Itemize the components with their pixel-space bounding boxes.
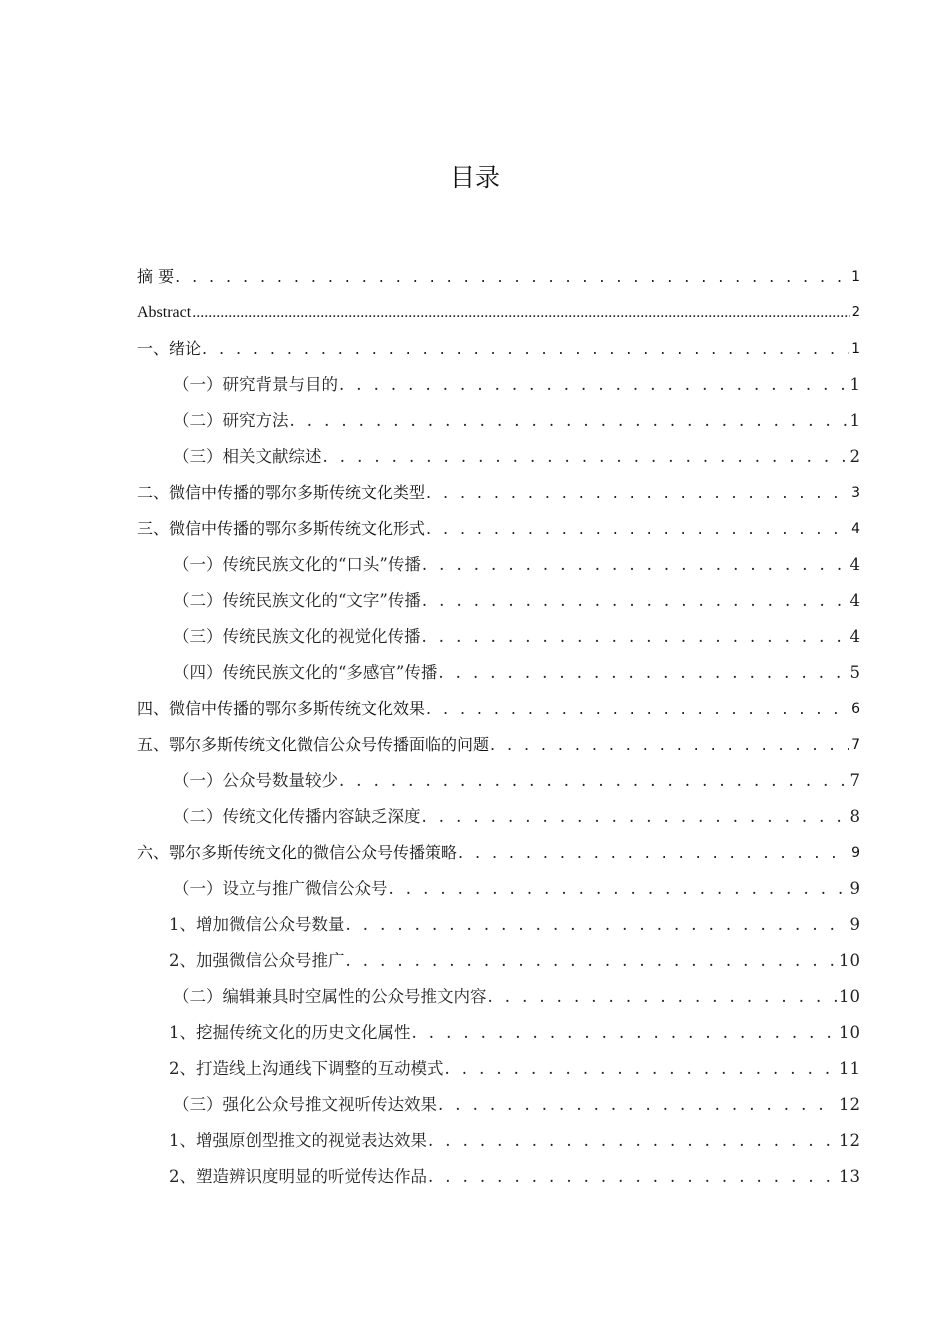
toc-entry-text: （二）研究方法	[173, 411, 289, 430]
toc-entry-text: （一）传统民族文化的“口头”传播	[173, 555, 421, 574]
toc-page-number: 2	[849, 447, 860, 466]
toc-page-number: 5	[849, 663, 860, 682]
toc-title: 目录	[449, 163, 500, 192]
toc-entry[interactable]	[137, 763, 860, 799]
dot-leader	[202, 331, 849, 367]
toc-entry[interactable]	[137, 655, 860, 691]
toc-page-number: 6	[851, 701, 860, 717]
toc-page-number: 1	[849, 375, 860, 394]
dot-leader	[412, 1015, 838, 1051]
dot-leader	[192, 295, 850, 331]
toc-entry-text: （二）传统民族文化的“文字”传播	[173, 591, 421, 610]
dot-leader	[426, 511, 849, 547]
toc-entry-text: 1、挖掘传统文化的历史文化属性	[169, 1023, 411, 1042]
toc-entry-text: 1、增强原创型推文的视觉表达效果	[169, 1131, 427, 1150]
toc-page-number: 9	[849, 915, 860, 934]
toc-page-number: 9	[849, 879, 860, 898]
dot-leader	[175, 259, 849, 295]
toc-entry-text: 2、塑造辨识度明显的听觉传达作品	[169, 1167, 427, 1186]
toc-entry-text: （三）强化公众号推文视听传达效果	[173, 1095, 437, 1114]
toc-entry[interactable]	[137, 727, 860, 763]
toc-entry[interactable]	[137, 1159, 860, 1195]
dot-leader	[422, 583, 848, 619]
dot-leader	[389, 871, 848, 907]
toc-entry[interactable]	[137, 619, 860, 655]
toc-page-number: 13	[839, 1167, 860, 1186]
toc-page-number: 4	[849, 627, 860, 646]
toc-entry[interactable]	[137, 295, 860, 331]
toc-entry[interactable]	[137, 403, 860, 439]
toc-page-number: 1	[849, 411, 860, 430]
dot-leader	[428, 1123, 837, 1159]
toc-entry[interactable]	[137, 943, 860, 979]
toc-page-number: 12	[839, 1095, 860, 1114]
toc-entry-text: 1、增加微信公众号数量	[169, 915, 345, 934]
toc-page-number: 10	[839, 951, 860, 970]
toc-entry[interactable]	[137, 871, 860, 907]
table-of-contents	[137, 259, 860, 1195]
toc-entry[interactable]	[137, 1123, 860, 1159]
dot-leader	[426, 475, 849, 511]
toc-entry-text: 六、鄂尔多斯传统文化的微信公众号传播策略	[137, 843, 458, 862]
dot-leader	[346, 943, 838, 979]
toc-page-number: 4	[849, 591, 860, 610]
toc-entry-text: （二）编辑兼具时空属性的公众号推文内容	[173, 987, 487, 1006]
toc-entry[interactable]	[137, 547, 860, 583]
dot-leader	[428, 1159, 837, 1195]
toc-entry[interactable]	[137, 439, 860, 475]
dot-leader	[438, 655, 847, 691]
toc-entry[interactable]	[137, 367, 860, 403]
toc-page-number: 1	[851, 341, 860, 357]
toc-entry[interactable]	[137, 1087, 860, 1123]
dot-leader	[426, 691, 849, 727]
dot-leader	[323, 439, 848, 475]
toc-entry-text: 三、微信中传播的鄂尔多斯传统文化形式	[137, 519, 426, 538]
toc-entry-text: （一）研究背景与目的	[173, 375, 338, 394]
dot-leader	[438, 1087, 837, 1123]
toc-entry[interactable]	[137, 1051, 860, 1087]
dot-leader	[339, 367, 848, 403]
toc-entry-text: （一）公众号数量较少	[173, 771, 338, 790]
toc-page-number: 7	[851, 737, 860, 753]
toc-page-number: 1	[851, 269, 860, 285]
toc-entry-text: （一）设立与推广微信公众号	[173, 879, 388, 898]
toc-page-number: 10	[839, 1023, 860, 1042]
toc-page-number: 4	[851, 521, 860, 537]
toc-page-number: 12	[839, 1131, 860, 1150]
toc-entry-text: 2、加强微信公众号推广	[169, 951, 345, 970]
toc-entry[interactable]	[137, 259, 860, 295]
toc-entry-text: Abstract	[137, 304, 192, 321]
toc-page-number: 9	[851, 845, 860, 861]
toc-page-number: 3	[851, 485, 860, 501]
toc-entry[interactable]	[137, 691, 860, 727]
dot-leader	[488, 979, 838, 1015]
toc-page-number: 8	[849, 807, 860, 826]
toc-entry-text: （三）传统民族文化的视觉化传播	[173, 627, 421, 646]
toc-page-number: 2	[851, 305, 860, 320]
dot-leader	[346, 907, 848, 943]
toc-entry-text: 一、绪论	[137, 339, 202, 358]
dot-leader	[422, 547, 848, 583]
toc-entry-text: 摘 要	[137, 267, 175, 286]
dot-leader	[445, 1051, 838, 1087]
dot-leader	[290, 403, 848, 439]
toc-entry[interactable]	[137, 475, 860, 511]
toc-entry-text: （二）传统文化传播内容缺乏深度	[173, 807, 421, 826]
toc-entry-text: （四）传统民族文化的“多感官”传播	[173, 663, 438, 682]
toc-page-number: 7	[849, 771, 860, 790]
toc-entry[interactable]	[137, 835, 860, 871]
toc-entry[interactable]	[137, 907, 860, 943]
toc-page-number: 11	[839, 1059, 860, 1078]
toc-page-number: 10	[839, 987, 860, 1006]
toc-entry-text: 二、微信中传播的鄂尔多斯传统文化类型	[137, 483, 426, 502]
dot-leader	[490, 727, 849, 763]
toc-entry[interactable]	[137, 799, 860, 835]
toc-entry[interactable]	[137, 583, 860, 619]
toc-entry-text: （三）相关文献综述	[173, 447, 322, 466]
toc-entry-text: 四、微信中传播的鄂尔多斯传统文化效果	[137, 699, 426, 718]
dot-leader	[422, 619, 848, 655]
toc-entry[interactable]	[137, 979, 860, 1015]
toc-entry[interactable]	[137, 1015, 860, 1051]
dot-leader	[422, 799, 848, 835]
toc-entry[interactable]	[137, 331, 860, 367]
toc-entry[interactable]	[137, 511, 860, 547]
toc-entry-text: 五、鄂尔多斯传统文化微信公众号传播面临的问题	[137, 735, 490, 754]
toc-page-number: 4	[849, 555, 860, 574]
dot-leader	[458, 835, 849, 871]
dot-leader	[339, 763, 848, 799]
toc-entry-text: 2、打造线上沟通线下调整的互动模式	[169, 1059, 444, 1078]
